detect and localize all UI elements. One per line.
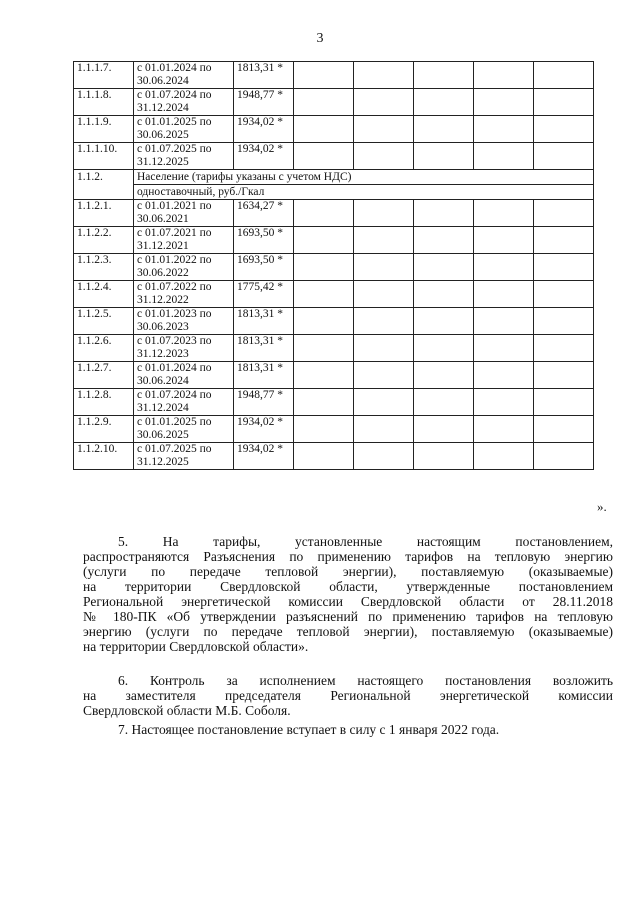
- paragraph-line: на территории Свердловской области, утвержденные постановлением: [83, 579, 613, 594]
- empty-cell: [534, 116, 594, 143]
- empty-cell: [294, 281, 354, 308]
- table-row: [74, 389, 594, 416]
- empty-cell: [414, 62, 474, 89]
- period-start: с 01.07.2024 по: [137, 389, 212, 401]
- empty-cell: [354, 116, 414, 143]
- row-code: 1.1.2.3.: [74, 254, 134, 281]
- table-row: [74, 308, 594, 335]
- empty-cell: [534, 227, 594, 254]
- empty-cell: [534, 89, 594, 116]
- row-tariff-value: 1813,31 *: [234, 335, 294, 362]
- row-tariff-value: 1693,50 *: [234, 254, 294, 281]
- row-tariff-value: 1693,50 *: [234, 227, 294, 254]
- empty-cell: [414, 281, 474, 308]
- empty-cell: [474, 443, 534, 470]
- empty-cell: [534, 416, 594, 443]
- row-period: [134, 362, 234, 389]
- row-period: [134, 200, 234, 227]
- empty-cell: [534, 443, 594, 470]
- period-start: с 01.07.2025 по: [137, 143, 212, 155]
- row-period: [134, 116, 234, 143]
- period-end: 31.12.2025: [137, 156, 189, 168]
- row-tariff-value: 1934,02 *: [234, 116, 294, 143]
- empty-cell: [534, 143, 594, 170]
- period-end: 30.06.2023: [137, 321, 189, 333]
- row-code: 1.1.2.2.: [74, 227, 134, 254]
- row-tariff-value: 1775,42 *: [234, 281, 294, 308]
- empty-cell: [414, 362, 474, 389]
- row-period: [134, 62, 234, 89]
- row-code: 1.1.1.9.: [74, 116, 134, 143]
- empty-cell: [414, 254, 474, 281]
- empty-cell: [474, 389, 534, 416]
- empty-cell: [294, 227, 354, 254]
- table-row: [74, 116, 594, 143]
- empty-cell: [414, 443, 474, 470]
- row-period: [134, 254, 234, 281]
- row-code: 1.1.2.7.: [74, 362, 134, 389]
- row-period: [134, 416, 234, 443]
- table-row: [74, 281, 594, 308]
- table-row: [74, 335, 594, 362]
- empty-cell: [534, 62, 594, 89]
- group-title-line2: одноставочный, руб./Гкал: [134, 185, 594, 200]
- empty-cell: [354, 308, 414, 335]
- empty-cell: [354, 362, 414, 389]
- empty-cell: [354, 389, 414, 416]
- period-start: с 01.07.2023 по: [137, 335, 212, 347]
- paragraph-7-text: 7. Настоящее постановление вступает в силу с 1 января 2022 года.: [118, 722, 500, 737]
- paragraph-7: [83, 722, 613, 737]
- empty-cell: [294, 116, 354, 143]
- empty-cell: [414, 335, 474, 362]
- row-period: [134, 308, 234, 335]
- row-period: [134, 227, 234, 254]
- empty-cell: [354, 443, 414, 470]
- empty-cell: [534, 389, 594, 416]
- empty-cell: [294, 143, 354, 170]
- period-start: с 01.01.2024 по: [137, 62, 212, 74]
- empty-cell: [294, 335, 354, 362]
- paragraph-6: [83, 673, 613, 718]
- row-code: 1.1.1.10.: [74, 143, 134, 170]
- empty-cell: [414, 200, 474, 227]
- table-row: [74, 254, 594, 281]
- empty-cell: [414, 143, 474, 170]
- empty-cell: [534, 335, 594, 362]
- empty-cell: [474, 62, 534, 89]
- paragraph-line: 6. Контроль за исполнением настоящего постановления возложить: [118, 673, 613, 688]
- table-row: [74, 227, 594, 254]
- table-row: [74, 200, 594, 227]
- empty-cell: [354, 281, 414, 308]
- period-start: с 01.01.2025 по: [137, 416, 212, 428]
- period-start: с 01.01.2022 по: [137, 254, 212, 266]
- empty-cell: [294, 254, 354, 281]
- empty-cell: [354, 335, 414, 362]
- row-period: [134, 281, 234, 308]
- paragraph-line: (услуги по передаче тепловой энергии), поставляемую (оказываемые): [83, 564, 613, 579]
- page-number: 3: [316, 31, 324, 46]
- period-end: 30.06.2025: [137, 429, 189, 441]
- row-code: 1.1.2.8.: [74, 389, 134, 416]
- row-period: [134, 389, 234, 416]
- row-code: 1.1.2.5.: [74, 308, 134, 335]
- closing-quote: ».: [597, 499, 607, 514]
- paragraph-line: № 180-ПК «Об утверждении разъяснений по применению тарифов на тепловую: [83, 609, 613, 624]
- empty-cell: [294, 200, 354, 227]
- row-tariff-value: 1813,31 *: [234, 362, 294, 389]
- table-row: [74, 143, 594, 170]
- period-start: с 01.07.2025 по: [137, 443, 212, 455]
- paragraph-line: распространяются Разъяснения по применению тарифов на тепловую энергию: [83, 549, 613, 564]
- period-start: с 01.01.2024 по: [137, 362, 212, 374]
- row-tariff-value: 1813,31 *: [234, 308, 294, 335]
- empty-cell: [474, 227, 534, 254]
- table-row: [74, 362, 594, 389]
- paragraph-line: Свердловской области М.Б. Соболя.: [83, 703, 291, 718]
- period-start: с 01.01.2023 по: [137, 308, 212, 320]
- empty-cell: [534, 200, 594, 227]
- empty-cell: [354, 227, 414, 254]
- table-row: [74, 62, 594, 89]
- empty-cell: [534, 254, 594, 281]
- paragraph-5: [83, 534, 613, 654]
- row-tariff-value: 1813,31 *: [234, 62, 294, 89]
- empty-cell: [534, 308, 594, 335]
- table-row: [74, 443, 594, 470]
- period-start: с 01.01.2025 по: [137, 116, 212, 128]
- period-start: с 01.07.2024 по: [137, 89, 212, 101]
- row-code: 1.1.1.8.: [74, 89, 134, 116]
- row-period: [134, 335, 234, 362]
- row-code: 1.1.2.1.: [74, 200, 134, 227]
- table-group-row-cont: [74, 185, 594, 200]
- empty-cell: [474, 116, 534, 143]
- empty-cell: [474, 308, 534, 335]
- period-end: 30.06.2024: [137, 75, 189, 87]
- period-end: 31.12.2023: [137, 348, 189, 360]
- empty-cell: [414, 416, 474, 443]
- empty-cell: [534, 362, 594, 389]
- paragraph-line: Региональной энергетической комиссии Свердловской области от 28.11.2018: [83, 594, 613, 609]
- period-end: 30.06.2022: [137, 267, 189, 279]
- empty-cell: [414, 89, 474, 116]
- row-code: 1.1.2.4.: [74, 281, 134, 308]
- row-period: [134, 443, 234, 470]
- empty-cell: [354, 254, 414, 281]
- period-end: 31.12.2024: [137, 402, 189, 414]
- row-tariff-value: 1934,02 *: [234, 443, 294, 470]
- empty-cell: [294, 443, 354, 470]
- empty-cell: [294, 89, 354, 116]
- empty-cell: [474, 335, 534, 362]
- paragraph-line: на заместителя председателя Региональной энергетической комиссии: [83, 688, 613, 703]
- row-tariff-value: 1934,02 *: [234, 416, 294, 443]
- period-start: с 01.07.2022 по: [137, 281, 212, 293]
- empty-cell: [294, 362, 354, 389]
- paragraph-line: на территории Свердловской области».: [83, 639, 309, 654]
- table-group-row: [74, 170, 594, 185]
- empty-cell: [294, 62, 354, 89]
- period-end: 30.06.2021: [137, 213, 189, 225]
- period-start: с 01.07.2021 по: [137, 227, 212, 239]
- empty-cell: [354, 143, 414, 170]
- row-period: [134, 143, 234, 170]
- tariff-table: [73, 61, 594, 470]
- row-code: 1.1.1.7.: [74, 62, 134, 89]
- empty-cell: [534, 281, 594, 308]
- empty-cell: [354, 89, 414, 116]
- period-end: 31.12.2021: [137, 240, 189, 252]
- period-start: с 01.01.2021 по: [137, 200, 212, 212]
- period-end: 31.12.2025: [137, 456, 189, 468]
- period-end: 30.06.2024: [137, 375, 189, 387]
- table-row: [74, 416, 594, 443]
- empty-cell: [294, 308, 354, 335]
- row-code: 1.1.2.9.: [74, 416, 134, 443]
- period-end: 31.12.2022: [137, 294, 189, 306]
- row-tariff-value: 1634,27 *: [234, 200, 294, 227]
- empty-cell: [474, 89, 534, 116]
- empty-cell: [354, 62, 414, 89]
- empty-cell: [474, 200, 534, 227]
- empty-cell: [414, 308, 474, 335]
- row-period: [134, 89, 234, 116]
- empty-cell: [414, 227, 474, 254]
- empty-cell: [414, 116, 474, 143]
- empty-cell: [354, 200, 414, 227]
- empty-cell: [414, 389, 474, 416]
- empty-cell: [474, 281, 534, 308]
- empty-cell: [294, 389, 354, 416]
- paragraph-line: 5. На тарифы, установленные настоящим постановлением,: [118, 534, 613, 549]
- period-end: 31.12.2024: [137, 102, 189, 114]
- paragraph-line: энергию (услуги по передаче тепловой энергии), поставляемую (оказываемые): [83, 624, 613, 639]
- empty-cell: [354, 416, 414, 443]
- empty-cell: [474, 254, 534, 281]
- group-title-line1: Население (тарифы указаны с учетом НДС): [134, 170, 594, 185]
- empty-cell: [474, 362, 534, 389]
- row-tariff-value: 1948,77 *: [234, 89, 294, 116]
- period-end: 30.06.2025: [137, 129, 189, 141]
- row-code: 1.1.2.10.: [74, 443, 134, 470]
- empty-cell: [474, 143, 534, 170]
- empty-cell: [294, 416, 354, 443]
- table-row: [74, 89, 594, 116]
- empty-cell: [474, 416, 534, 443]
- row-code: 1.1.2.6.: [74, 335, 134, 362]
- group-code: 1.1.2.: [74, 170, 134, 200]
- row-tariff-value: 1934,02 *: [234, 143, 294, 170]
- row-tariff-value: 1948,77 *: [234, 389, 294, 416]
